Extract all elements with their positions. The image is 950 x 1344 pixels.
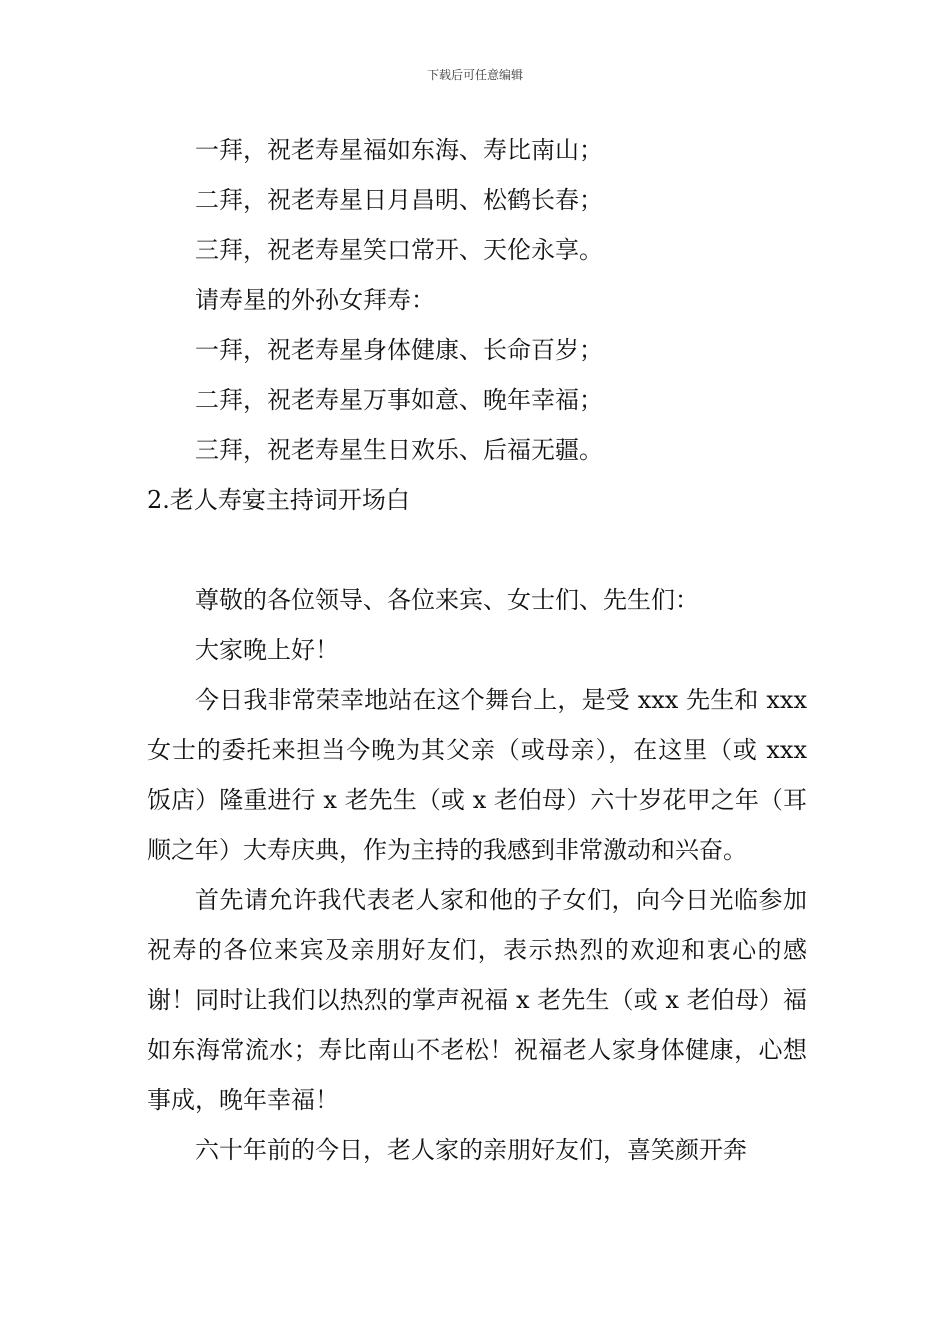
document-body	[147, 125, 807, 1175]
blessing-line: 三拜，祝老寿星笑口常开、天伦永享。	[195, 236, 603, 264]
salutation: 大家晚上好！	[195, 636, 339, 664]
body-paragraph: 六十年前的今日，老人家的亲朋好友们，喜笑颜开奔	[195, 1136, 747, 1164]
blessing-line: 一拜，祝老寿星身体健康、长命百岁；	[195, 336, 603, 364]
blessing-line: 二拜，祝老寿星日月昌明、松鹤长春；	[195, 186, 603, 214]
blank-line	[147, 525, 807, 575]
body-paragraph: 首先请允许我代表老人家和他的子女们，向今日光临参加祝寿的各位来宾及亲朋好友们，表示热烈的欢迎和衷心的感谢！同时让我们以热烈的掌声祝福 x 老先生（或 x 老伯母）福如东海常流水；寿比南山不老松！祝福老人家身体健康，心想事成，晚年幸福！	[147, 886, 807, 1114]
blessing-line: 二拜，祝老寿星万事如意、晚年幸福；	[195, 386, 603, 414]
blessing-line: 三拜，祝老寿星生日欢乐、后福无疆。	[195, 436, 603, 464]
body-paragraph: 今日我非常荣幸地站在这个舞台上，是受 xxx 先生和 xxx 女士的委托来担当今晚为其父亲（或母亲），在这里（或 xxx 饭店）隆重进行 x 老先生（或 x 老伯母）六十岁花甲之年（耳顺之年）大寿庆典，作为主持的我感到非常激动和兴奋。	[147, 686, 807, 864]
blessing-line: 一拜，祝老寿星福如东海、寿比南山；	[195, 136, 603, 164]
granddaughter-intro: 请寿星的外孙女拜寿：	[195, 286, 435, 314]
greeting: 尊敬的各位领导、各位来宾、女士们、先生们：	[195, 586, 699, 614]
header-note: 下载后可任意编辑	[426, 68, 523, 82]
section-heading: 2.老人寿宴主持词开场白	[147, 486, 410, 514]
